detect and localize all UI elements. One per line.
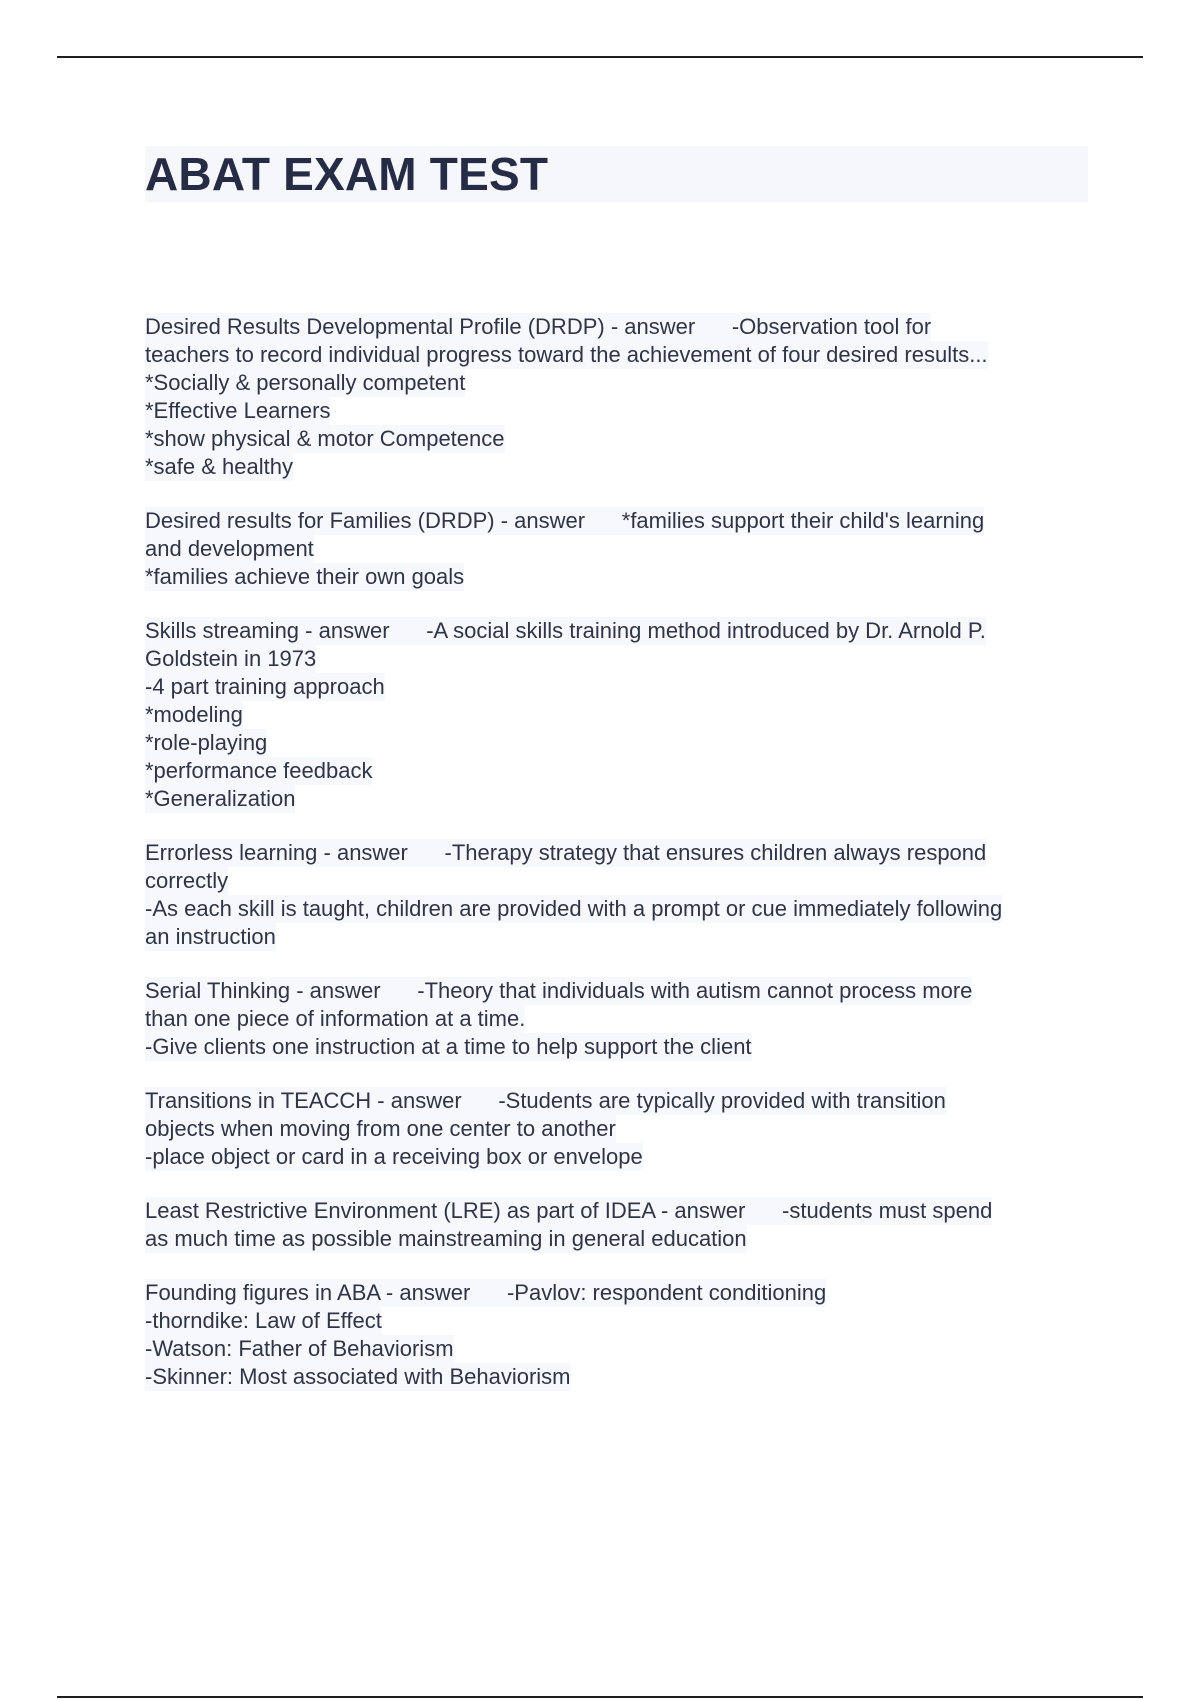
entry-line: Desired Results Developmental Profile (DRDP) - answer -Observation tool for — [145, 314, 932, 339]
entry-line: than one piece of information at a time. — [145, 1006, 526, 1031]
flashcard-list — [145, 313, 1095, 1417]
entry-line: Serial Thinking - answer -Theory that individuals with autism cannot process more — [145, 978, 973, 1003]
flashcard-entry — [145, 1197, 1095, 1253]
flashcard-entry — [145, 1087, 1095, 1171]
entry-line: teachers to record individual progress toward the achievement of four desired results... — [145, 342, 988, 367]
entry-line: -Give clients one instruction at a time to help support the client — [145, 1034, 752, 1059]
entry-line: -thorndike: Law of Effect — [145, 1308, 382, 1333]
entry-line: *performance feedback — [145, 758, 373, 783]
entry-line: Goldstein in 1973 — [145, 646, 317, 671]
entry-line: -As each skill is taught, children are provided with a prompt or cue immediately following — [145, 896, 1003, 921]
entry-line: *Effective Learners — [145, 398, 331, 423]
entry-line: -4 part training approach — [145, 674, 385, 699]
entry-line: -place object or card in a receiving box or envelope — [145, 1144, 643, 1169]
entry-line: and development — [145, 536, 314, 561]
entry-line: *modeling — [145, 702, 243, 727]
flashcard-entry — [145, 313, 1095, 481]
entry-line: Transitions in TEACCH - answer -Students are typically provided with transition — [145, 1088, 946, 1113]
flashcard-entry — [145, 617, 1095, 813]
entry-line: Skills streaming - answer -A social skills training method introduced by Dr. Arnold P. — [145, 618, 986, 643]
entry-line: objects when moving from one center to another — [145, 1116, 616, 1141]
flashcard-entry — [145, 977, 1095, 1061]
entry-line: Least Restrictive Environment (LRE) as part of IDEA - answer -students must spend — [145, 1198, 993, 1223]
top-rule — [57, 56, 1143, 58]
flashcard-entry — [145, 507, 1095, 591]
bottom-rule — [57, 1696, 1143, 1698]
entry-line: Errorless learning - answer -Therapy strategy that ensures children always respond — [145, 840, 987, 865]
entry-line: *role-playing — [145, 730, 268, 755]
flashcard-entry — [145, 1279, 1095, 1391]
entry-line: as much time as possible mainstreaming in general education — [145, 1226, 747, 1251]
entry-line: Founding figures in ABA - answer -Pavlov: respondent conditioning — [145, 1280, 827, 1305]
entry-line: -Watson: Father of Behaviorism — [145, 1336, 454, 1361]
flashcard-entry — [145, 839, 1095, 951]
entry-line: correctly — [145, 868, 229, 893]
entry-line: *families achieve their own goals — [145, 564, 465, 589]
page-title: ABAT EXAM TEST — [145, 148, 549, 200]
entry-line: *Generalization — [145, 786, 296, 811]
entry-line: *show physical & motor Competence — [145, 426, 505, 451]
entry-line: *safe & healthy — [145, 454, 293, 479]
entry-line: -Skinner: Most associated with Behaviorism — [145, 1364, 571, 1389]
entry-line: Desired results for Families (DRDP) - answer *families support their child's learning — [145, 508, 985, 533]
entry-line: *Socially & personally competent — [145, 370, 466, 395]
entry-line: an instruction — [145, 924, 276, 949]
